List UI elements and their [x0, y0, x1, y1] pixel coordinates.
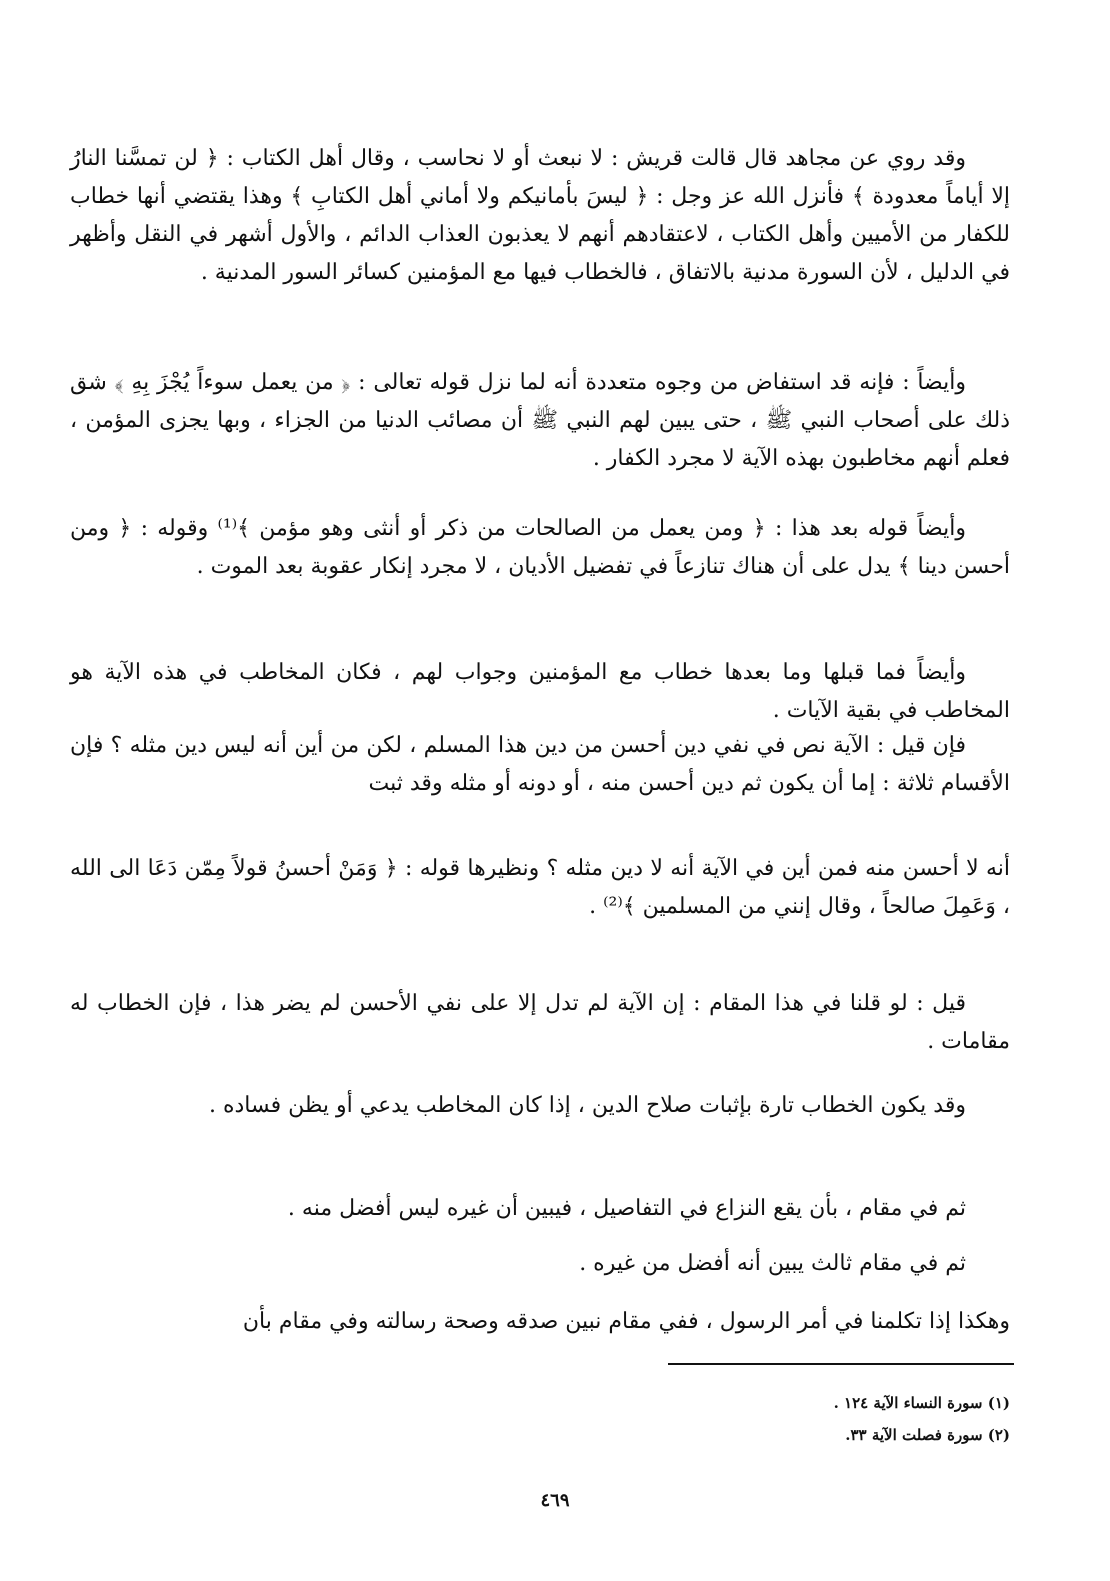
- paragraph-second-station: ثم في مقام ، بأن يقع النزاع في التفاصيل ، فيبين أن غيره ليس أفضل منه .: [287, 1196, 966, 1221]
- paragraph-reply: قيل : لو قلنا في هذا المقام : إن الآية لم تدل إلا على نفي الأحسن لم يضر هذا ، فإن الخطاب له مقامات .: [70, 991, 1010, 1054]
- paragraph-evidence-verse: وأيضاً : فإنه قد استفاض من وجوه متعددة أنه لما نزل قوله تعالى : ﴿ من يعمل سوءاً يُجْزَ بِهِ ﴾ شق ذلك على أصحاب النبي ﷺ ، حتى يبين لهم النبي ﷺ أن مصائب الدنيا من الجزاء ، وبها يجزى المؤمن ، فعلم أنهم مخاطبون بهذه الآية لا مجرد الكفار .: [70, 370, 1010, 471]
- footnote-1: (١) سورة النساء الآية ١٢٤ .: [833, 1394, 1010, 1412]
- page-number: ٤٦٩: [540, 1490, 570, 1511]
- paragraph-objection-continued: أنه لا أحسن منه فمن أين في الآية أنه لا دين مثله ؟ ونظيرها قوله : ﴿ وَمَنْ أحسنُ قولاً مِمّن دَعَا الى الله ، وَعَمِلَ صالحاً ، وقال إنني من المسلمين ﴾⁽²⁾ .: [70, 856, 1010, 919]
- paragraph-messenger: وهكذا إذا تكلمنا في أمر الرسول ، ففي مقام نبين صدقه وصحة رسالته وفي مقام بأن: [242, 1309, 1010, 1334]
- paragraph-third-station: ثم في مقام ثالث يبين أنه أفضل من غيره .: [579, 1251, 966, 1276]
- paragraph-first-station: وقد يكون الخطاب تارة بإثبات صلاح الدين ، إذا كان المخاطب يدعي أو يظن فساده .: [208, 1093, 966, 1118]
- paragraph-mujahid-narration: وقد روي عن مجاهد قال قالت قريش : لا نبعث أو لا نحاسب ، وقال أهل الكتاب : ﴿ لن تمسَّنا النارُ إلا أياماً معدودة ﴾ فأنزل الله عز وجل : ﴿ ليسَ بأمانيكم ولا أماني أهل الكتابِ ﴾ وهذا يقتضي أنها خطاب للكفار من الأميين وأهل الكتاب ، لاعتقادهم أنهم لا يعذبون العذاب الدائم ، والأول أشهر في النقل وأظهر في الدليل ، لأن السورة مدنية بالاتفاق ، فالخطاب فيها مع المؤمنين كسائر السور المدنية .: [70, 146, 1011, 285]
- paragraph-context: وأيضاً فما قبلها وما بعدها خطاب مع المؤمنين وجواب لهم ، فكان المخاطب في هذه الآية هو المخاطب في بقية الآيات .: [70, 660, 1010, 723]
- footnote-2: (٢) سورة فصلت الآية ٣٣.: [845, 1426, 1010, 1444]
- paragraph-following-verse: وأيضاً قوله بعد هذا : ﴿ ومن يعمل من الصالحات من ذكر أو أنثى وهو مؤمن ﴾⁽¹⁾ وقوله : ﴿ ومن أحسن دينا ﴾ يدل على أن هناك تنازعاً في تفضيل الأديان ، لا مجرد إنكار عقوبة بعد الموت .: [70, 516, 1010, 579]
- paragraph-objection: فإن قيل : الآية نص في نفي دين أحسن من دين هذا المسلم ، لكن من أين أنه ليس دين مثله ؟ فإن الأقسام ثلاثة : إما أن يكون ثم دين أحسن منه ، أو دونه أو مثله وقد ثبت: [70, 733, 1010, 796]
- footnote-divider: [668, 1363, 1014, 1365]
